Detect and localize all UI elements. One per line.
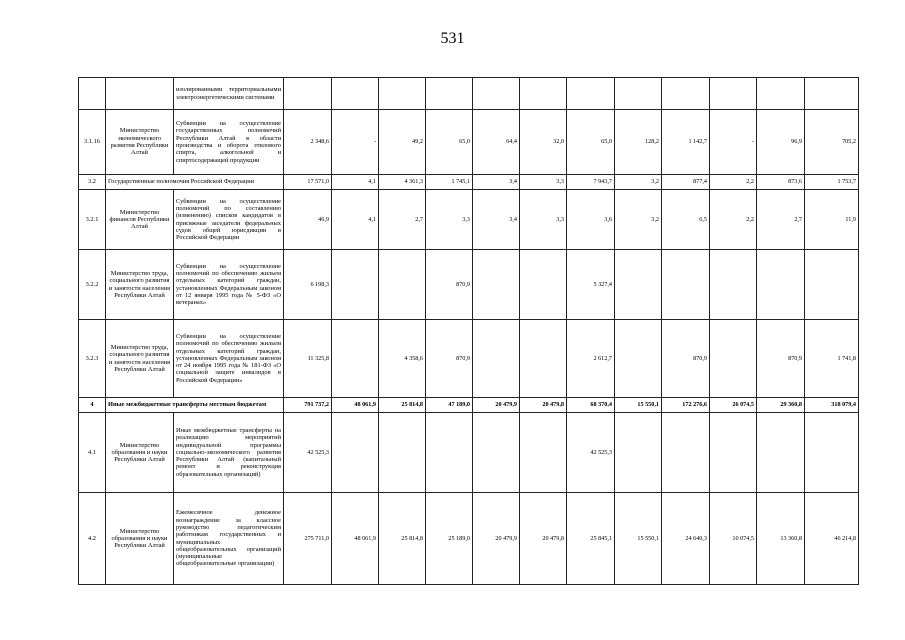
- row-value: 4 358,6: [379, 320, 426, 398]
- table-row: [79, 78, 859, 110]
- row-value: 1 753,7: [805, 175, 859, 190]
- row-value: [615, 413, 662, 493]
- row-value: 20 479,9: [473, 493, 520, 585]
- row-value: [520, 413, 567, 493]
- row-value: [473, 320, 520, 398]
- budget-table-body: [79, 78, 859, 585]
- row-value: 47 189,0: [426, 398, 473, 413]
- row-value: 32,0: [520, 110, 567, 175]
- row-value: 3,3: [520, 175, 567, 190]
- row-value: [615, 320, 662, 398]
- row-value: [757, 413, 805, 493]
- row-value: [332, 250, 379, 320]
- row-description: Субвенции на осуществление полномочий по обеспечению жильем отдельных категорий граждан, установленных Федеральным законом от 12 января 1995 года № 5-ФЗ «О ветеранах»: [174, 250, 284, 320]
- row-code: 3.2: [79, 175, 106, 190]
- row-value: 24 640,3: [662, 493, 710, 585]
- row-value: [805, 250, 859, 320]
- row-value: 25 814,8: [379, 493, 426, 585]
- row-value: [662, 413, 710, 493]
- row-value: 65,0: [567, 110, 615, 175]
- row-code: 4: [79, 398, 106, 413]
- row-value: 5 327,4: [567, 250, 615, 320]
- row-value: 4,1: [332, 175, 379, 190]
- row-value: 877,4: [662, 175, 710, 190]
- row-value: 3,3: [426, 190, 473, 250]
- row-value: [662, 78, 710, 110]
- row-value: [710, 78, 757, 110]
- row-value: [473, 78, 520, 110]
- row-description: изолированными территориальными электроэнергетическими системами: [174, 78, 284, 110]
- row-code: [79, 78, 106, 110]
- row-value: 275 711,0: [284, 493, 332, 585]
- row-value: 873,6: [757, 175, 805, 190]
- row-value: 7 943,7: [567, 175, 615, 190]
- row-code: 3.2.3: [79, 320, 106, 398]
- row-value: 10 074,5: [710, 493, 757, 585]
- row-value: 26 074,5: [710, 398, 757, 413]
- row-value: 65,0: [426, 110, 473, 175]
- table-row: [79, 110, 859, 175]
- row-value: [757, 250, 805, 320]
- row-value: -: [332, 110, 379, 175]
- row-value: [710, 413, 757, 493]
- row-value: 29 360,8: [757, 398, 805, 413]
- row-value: 6,5: [662, 190, 710, 250]
- row-value: 46 214,8: [805, 493, 859, 585]
- table-row: [79, 413, 859, 493]
- row-title: Иные межбюджетные трансферты местным бюджетам: [106, 398, 284, 413]
- row-value: 49,2: [379, 110, 426, 175]
- row-value: [805, 78, 859, 110]
- row-value: 2 612,7: [567, 320, 615, 398]
- row-value: [379, 250, 426, 320]
- row-value: 2,2: [710, 175, 757, 190]
- table-row: [79, 175, 859, 190]
- row-value: 48 061,9: [332, 398, 379, 413]
- row-value: 318 079,4: [805, 398, 859, 413]
- row-value: 42 525,3: [284, 413, 332, 493]
- table-row: [79, 493, 859, 585]
- row-title: Государственные полномочия Российской Федерации: [106, 175, 284, 190]
- row-value: [520, 250, 567, 320]
- row-value: 2,7: [379, 190, 426, 250]
- row-description: Ежемесячное денежное вознаграждение за классное руководство педагогическим работникам государственных и муниципальных общеобразовательных организаций (муниципальные общеобразовательные организации): [174, 493, 284, 585]
- row-value: 48 061,9: [332, 493, 379, 585]
- row-value: 870,9: [662, 320, 710, 398]
- row-value: 870,9: [757, 320, 805, 398]
- row-value: 17 571,0: [284, 175, 332, 190]
- row-value: [520, 78, 567, 110]
- row-value: [662, 250, 710, 320]
- row-value: [757, 78, 805, 110]
- row-value: [520, 320, 567, 398]
- row-value: [473, 250, 520, 320]
- row-value: 4,1: [332, 190, 379, 250]
- row-value: 25 845,1: [567, 493, 615, 585]
- table-row: [79, 190, 859, 250]
- row-value: [379, 78, 426, 110]
- row-organization: Министерство образования и науки Республики Алтай: [106, 413, 174, 493]
- row-description: Иные межбюджетные трансферты на реализацию мероприятий индивидуальной программы социально-экономического развития Республики Алтай (капитальный ремонт и реконструкция образовательных организаций): [174, 413, 284, 493]
- row-value: 96,9: [757, 110, 805, 175]
- row-value: 2,7: [757, 190, 805, 250]
- row-value: [710, 250, 757, 320]
- row-value: 3,3: [520, 190, 567, 250]
- row-value: 20 479,8: [520, 493, 567, 585]
- row-value: [615, 250, 662, 320]
- row-value: 6 198,3: [284, 250, 332, 320]
- row-organization: Министерство труда, социального развития и занятости населения Республики Алтай: [106, 250, 174, 320]
- row-organization: [106, 78, 174, 110]
- budget-table: [78, 77, 859, 585]
- row-value: [710, 320, 757, 398]
- row-value: 1 142,7: [662, 110, 710, 175]
- row-value: 172 276,6: [662, 398, 710, 413]
- row-code: 3.2.2: [79, 250, 106, 320]
- row-value: 3,2: [615, 175, 662, 190]
- row-value: 3,6: [567, 190, 615, 250]
- row-value: 25 814,8: [379, 398, 426, 413]
- row-code: 4.2: [79, 493, 106, 585]
- row-value: 46,9: [284, 190, 332, 250]
- row-value: [805, 413, 859, 493]
- row-value: 4 361,3: [379, 175, 426, 190]
- row-value: [332, 413, 379, 493]
- row-value: 2,2: [710, 190, 757, 250]
- row-value: 791 737,2: [284, 398, 332, 413]
- row-value: [332, 320, 379, 398]
- row-organization: Министерство образования и науки Республики Алтай: [106, 493, 174, 585]
- row-value: [379, 413, 426, 493]
- page-number: 531: [440, 30, 465, 47]
- row-value: 68 370,4: [567, 398, 615, 413]
- row-value: 128,2: [615, 110, 662, 175]
- row-value: 15 550,1: [615, 493, 662, 585]
- row-description: Субвенции на осуществление государственных полномочий Республики Алтай в области производства и оборота этилового спирта, алкогольной и спиртосодержащей продукции: [174, 110, 284, 175]
- table-row: [79, 320, 859, 398]
- row-value: 42 525,3: [567, 413, 615, 493]
- row-code: 3.2.1: [79, 190, 106, 250]
- row-value: [426, 78, 473, 110]
- row-value: 20 479,8: [520, 398, 567, 413]
- row-description: Субвенции на осуществление полномочий по составлению (изменению) списков кандидатов в присяжные заседатели федеральных судов общей юрисдикции в Российской Федерации: [174, 190, 284, 250]
- row-value: 1 741,8: [805, 320, 859, 398]
- row-organization: Министерство труда, социального развития и занятости населения Республики Алтай: [106, 320, 174, 398]
- row-value: [332, 78, 379, 110]
- row-code: 4.1: [79, 413, 106, 493]
- table-row: [79, 250, 859, 320]
- row-value: 870,9: [426, 320, 473, 398]
- row-value: 13 360,8: [757, 493, 805, 585]
- row-value: 11,9: [805, 190, 859, 250]
- row-value: -: [710, 110, 757, 175]
- row-value: 3,2: [615, 190, 662, 250]
- row-value: 870,9: [426, 250, 473, 320]
- row-value: 20 479,9: [473, 398, 520, 413]
- row-value: 64,4: [473, 110, 520, 175]
- row-value: [615, 78, 662, 110]
- row-value: 3,4: [473, 190, 520, 250]
- row-value: [284, 78, 332, 110]
- row-description: Субвенции на осуществление полномочий по обеспечению жильем отдельных категорий граждан, установленных Федеральным законом от 24 ноября 1995 года № 181-ФЗ «О социальной защите инвалидов в Российской Федерации»: [174, 320, 284, 398]
- row-value: 15 550,1: [615, 398, 662, 413]
- row-value: 3,4: [473, 175, 520, 190]
- row-value: 705,2: [805, 110, 859, 175]
- row-value: 11 325,8: [284, 320, 332, 398]
- row-value: 25 189,0: [426, 493, 473, 585]
- row-value: 1 745,1: [426, 175, 473, 190]
- table-row: [79, 398, 859, 413]
- row-value: [567, 78, 615, 110]
- row-value: 2 348,6: [284, 110, 332, 175]
- row-value: [426, 413, 473, 493]
- row-organization: Министерство финансов Республики Алтай: [106, 190, 174, 250]
- row-code: 3.1.16: [79, 110, 106, 175]
- row-value: [473, 413, 520, 493]
- row-organization: Министерство экономического развития Республики Алтай: [106, 110, 174, 175]
